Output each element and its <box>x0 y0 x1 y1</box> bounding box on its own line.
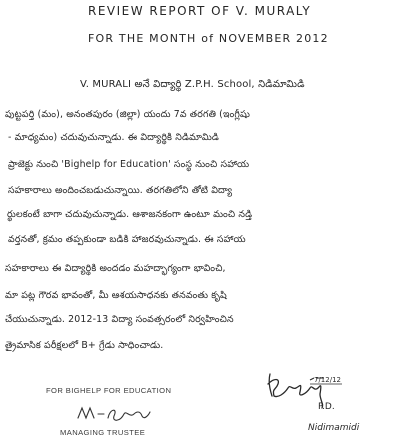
body-line-5: సహకారాలు అందించబడుచున్నాయి. తరగతిలోని తోటి విద్యా <box>8 185 233 196</box>
body-line-11: త్రైమాసిక పరీక్షలలో B+ గ్రేడు సాధించాడు. <box>5 340 164 351</box>
body-line-6: ర్థులకంటే బాగా చదువుచున్నాడు. ఆశాజనకంగా ఉంటూ మంచి నడ్తి <box>7 209 253 220</box>
body-line-3: - మాధ్యమం) చదువుచున్నాడు. ఈ విద్యార్థికి నిడిమామిడి <box>8 132 219 143</box>
trust-org-label: FOR BIGHELP FOR EDUCATION <box>46 386 172 395</box>
pd-place: Nidimamidi <box>308 423 360 433</box>
body-line-10: చేయుచున్నాడు. 2012-13 విద్యా సంవత్సరంలో నిర్వహించిన <box>5 314 234 325</box>
body-line-7: వర్తనతో, క్రమం తప్పకుండా బడికి హాజరవుచున్నాడు. ఈ సహాయ <box>8 234 246 245</box>
report-subtitle: FOR THE MONTH of NOVEMBER 2012 <box>88 32 329 45</box>
body-line-9: మా పట్ల గౌరవ భావంతో, మీ ఆశయసాధనకు తనవంతు కృషి <box>5 290 227 301</box>
report-title: REVIEW REPORT OF V. MURALY <box>88 4 312 18</box>
body-line-1: V. MURALI అనే విద్యార్థి Z.P.H. School, నిడిమామిడి <box>80 79 305 90</box>
trustee-signature <box>74 400 154 426</box>
body-line-2: పుట్టపర్తి (మం), అనంతపురం (జిల్లా) యందు 7వ తరగతి (ఇంగ్లీషు <box>5 109 251 120</box>
trustee-role: MANAGING TRUSTEE <box>60 428 146 437</box>
body-line-4: ప్రాజెక్టు నుంచి 'Bighelp for Education' సంస్థ నుంచి సహాయ <box>8 159 250 170</box>
svg-text:7/12/12: 7/12/12 <box>314 376 341 384</box>
body-line-8: సహకారాలు ఈ విద్యార్థికి అందడం మహద్భాగ్యంగా భావించి, <box>5 263 226 274</box>
pd-title: P.D. <box>318 402 335 412</box>
